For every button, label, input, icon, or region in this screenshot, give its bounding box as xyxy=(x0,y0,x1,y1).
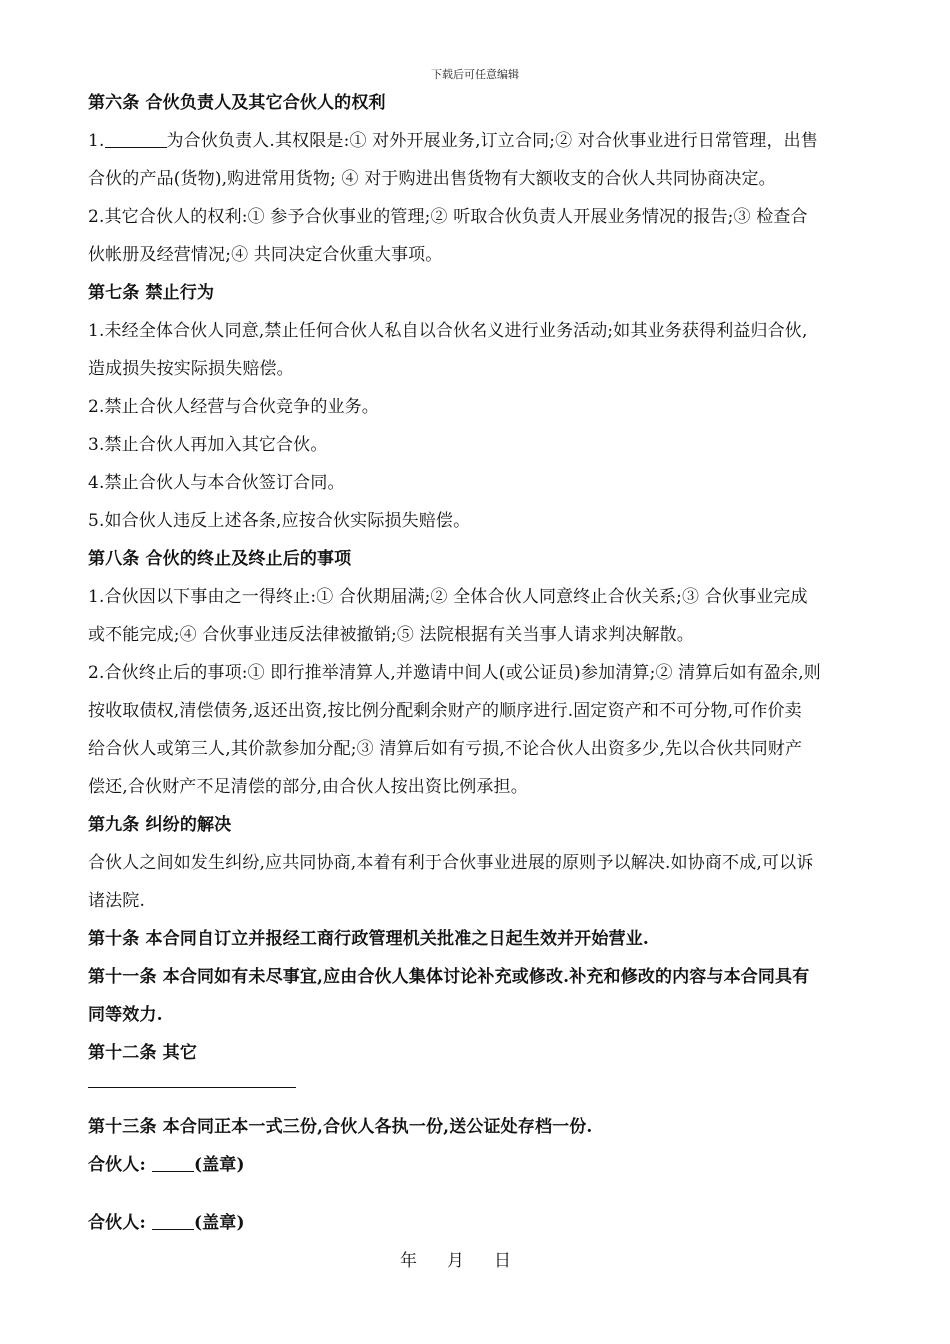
header-note: 下载后可任意编辑 xyxy=(431,68,519,81)
signature-line-2 xyxy=(88,1204,894,1242)
article-6-para-1-line-1 xyxy=(88,122,894,160)
article-8-para-2-line-1: 2.合伙终止后的事项:① 即行推举清算人,并邀请中间人(或公证员)参加清算;② 清算后如有盈余,则 xyxy=(88,663,821,683)
article-8-para-2-line-2: 按收取债权,清偿债务,返还出资,按比例分配剩余财产的顺序进行.固定资产和不可分物,可作价卖 xyxy=(88,701,802,721)
article-8-title: 第八条 合伙的终止及终止后的事项 xyxy=(88,549,352,569)
article-9-para-1-line-1: 合伙人之间如发生纠纷,应共同协商,本着有利于合伙事业进展的原则予以解决.如协商不成,可以诉 xyxy=(88,853,814,873)
article-6-title: 第六条 合伙负责人及其它合伙人的权利 xyxy=(88,93,386,113)
article-10-title: 第十条 本合同自订立并报经工商行政管理机关批准之日起生效并开始营业. xyxy=(88,929,649,949)
date-year: 年 xyxy=(400,1251,417,1271)
article-7-para-1-line-1: 1.未经全体合伙人同意,禁止任何合伙人私自以合伙名义进行业务活动;如其业务获得利益归合伙, xyxy=(88,321,808,341)
article-7-para-1-line-2: 造成损失按实际损失赔偿。 xyxy=(88,359,294,379)
date-day: 日 xyxy=(494,1251,511,1271)
signature-blank xyxy=(152,1155,194,1172)
signature-blank xyxy=(152,1213,194,1230)
signature-seal: (盖章) xyxy=(193,1213,245,1233)
article-7-para-5: 5.如合伙人违反上述各条,应按合伙实际损失赔偿。 xyxy=(88,511,471,531)
date-line xyxy=(400,1246,511,1271)
signature-label: 合伙人: xyxy=(88,1213,152,1233)
article-6-para-2-line-2: 伙帐册及经营情况;④ 共同决定合伙重大事项。 xyxy=(88,245,443,265)
signature-seal: (盖章) xyxy=(193,1155,245,1175)
article-6-para-1-text: 为合伙负责人.其权限是:① 对外开展业务,订立合同;② 对合伙事业进行日常管理，出售 xyxy=(166,131,818,151)
article-8-para-1-line-1: 1.合伙因以下事由之一得终止:① 合伙期届满;② 全体合伙人同意终止合伙关系;③ 合伙事业完成 xyxy=(88,587,808,607)
signature-label: 合伙人: xyxy=(88,1155,152,1175)
article-11-title-line-2: 同等效力. xyxy=(88,1005,163,1025)
article-8-para-2-line-3: 给合伙人或第三人,其价款参加分配;③ 清算后如有亏损,不论合伙人出资多少,先以合伙共同财产 xyxy=(88,739,803,759)
article-7-para-3: 3.禁止合伙人再加入其它合伙。 xyxy=(88,435,328,455)
article-7-para-4: 4.禁止合伙人与本合伙签订合同。 xyxy=(88,473,345,493)
article-7-para-2: 2.禁止合伙人经营与合伙竞争的业务。 xyxy=(88,397,379,417)
article-12-title: 第十二条 其它 xyxy=(88,1043,197,1063)
article-9-title: 第九条 纠纷的解决 xyxy=(88,815,232,835)
article-6-para-1-prefix: 1. xyxy=(88,131,105,151)
article-12-blank-line xyxy=(88,1086,296,1088)
article-7-title: 第七条 禁止行为 xyxy=(88,283,215,303)
contract-body xyxy=(88,84,894,1242)
article-13-title: 第十三条 本合同正本一式三份,合伙人各执一份,送公证处存档一份. xyxy=(88,1117,593,1137)
responsible-person-blank xyxy=(105,131,167,148)
article-6-para-1-line-2: 合伙的产品(货物),购进常用货物; ④ 对于购进出售货物有大额收支的合伙人共同协商决定。 xyxy=(88,169,776,189)
article-6-para-2-line-1: 2.其它合伙人的权利:① 参予合伙事业的管理;② 听取合伙负责人开展业务情况的报告;③ 检查合 xyxy=(88,207,808,227)
article-8-para-1-line-2: 或不能完成;④ 合伙事业违反法律被撤销;⑤ 法院根据有关当事人请求判决解散。 xyxy=(88,625,694,645)
article-9-para-1-line-2: 诸法院. xyxy=(88,891,146,911)
date-month: 月 xyxy=(447,1251,464,1271)
article-8-para-2-line-4: 偿还,合伙财产不足清偿的部分,由合伙人按出资比例承担。 xyxy=(88,777,528,797)
article-11-title-line-1: 第十一条 本合同如有未尽事宜,应由合伙人集体讨论补充或修改.补充和修改的内容与本合同具有 xyxy=(88,967,810,987)
signature-line-1 xyxy=(88,1146,894,1184)
